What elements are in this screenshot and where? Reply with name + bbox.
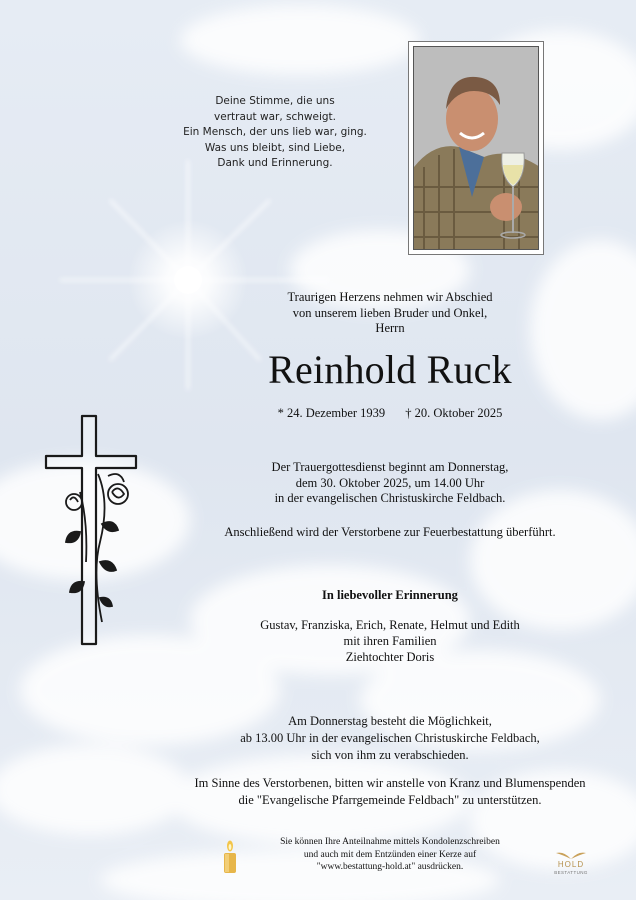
- family-list: Gustav, Franziska, Erich, Renate, Helmut und Edith mit ihren Familien Ziehtochter Doris: [260, 618, 520, 664]
- donation-wishes-text: Im Sinne des Verstorbenen, bitten wir anstelle von Kranz und Blumenspenden die "Evangelische Pfarrgemeinde Feldbach" zu unterstützen.: [194, 776, 586, 807]
- death-date: † 20. Oktober 2025: [405, 406, 503, 420]
- life-dates: [240, 405, 540, 421]
- deceased-name: Reinhold Ruck: [268, 347, 512, 392]
- intro-text: Traurigen Herzens nehmen wir Abschied von unserem lieben Bruder und Onkel, Herrn: [287, 290, 493, 335]
- candle-icon: [220, 840, 240, 874]
- memory-heading: In liebevoller Erinnerung: [322, 588, 458, 602]
- logo-name: HOLD: [557, 860, 585, 869]
- cross-with-rose-icon: [40, 412, 144, 652]
- portrait-photo: [413, 46, 539, 250]
- birth-date: * 24. Dezember 1939: [277, 406, 386, 420]
- funeral-service-text: Der Trauergottesdienst beginnt am Donnerstag, dem 30. Oktober 2025, um 14.00 Uhr in der evangelischen Christuskirche Feldbach.: [271, 460, 509, 505]
- memorial-poem: Deine Stimme, die uns vertraut war, schweigt. Ein Mensch, der uns lieb war, ging. Was uns bleibt, sind Liebe, Dank und Erinnerung.: [183, 95, 367, 169]
- farewell-text: Am Donnerstag besteht die Möglichkeit, ab 13.00 Uhr in der evangelischen Christuskirche Feldbach, sich von ihm zu verabschieden.: [240, 714, 540, 762]
- logo-subtitle: BESTATTUNG: [554, 870, 588, 875]
- cremation-text: Anschließend wird der Verstorbene zur Feuerbestattung überführt.: [224, 525, 556, 539]
- hold-bestattung-logo: [548, 848, 594, 880]
- condolence-info-text: Sie können Ihre Anteilnahme mittels Kondolenzschreiben und auch mit dem Entzünden einer Kerze auf "www.bestattung-hold.at" ausdrücken.: [280, 837, 500, 872]
- portrait-photo-frame: [408, 41, 544, 255]
